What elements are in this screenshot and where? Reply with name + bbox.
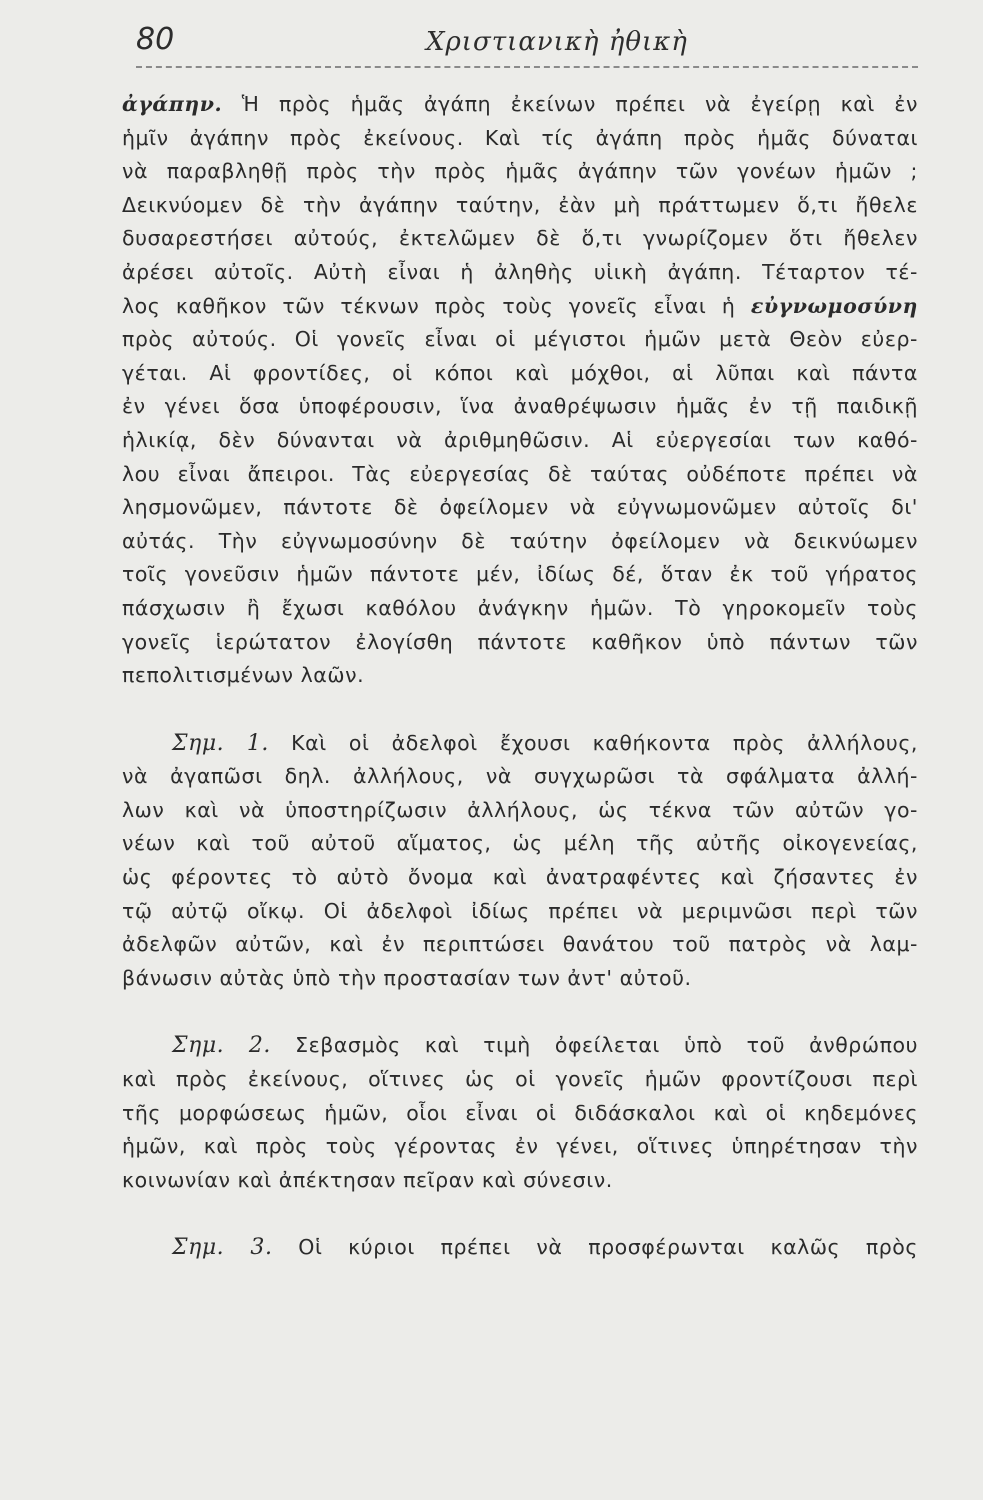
text-line: γέται. Αἱ φροντίδες, οἱ κόποι καὶ μόχθοι, αἱ λῦπαι καὶ πάντα [122,360,918,385]
text-line: πάσχωσιν ἢ ἔχωσι καθόλου ἀνάγκην ἡμῶν. Τὸ γηροκομεῖν τοὺς [122,595,918,620]
text-line [122,1029,918,1063]
running-title: Χριστιανικὴ ἠθικὴ [426,27,688,57]
line-text: Καὶ οἱ ἀδελφοὶ ἔχουσι καθήκοντα πρὸς ἀλλήλους, [268,730,918,755]
paragraph-gap [122,693,918,727]
page-number: 80 [136,22,175,57]
text-line: Δεικνύομεν δὲ τὴν ἀγάπην ταύτην, ἐὰν μὴ πράττωμεν ὅ,τι ἤθελε [122,192,918,217]
header-divider [136,66,918,68]
text-line: γονεῖς ἱερώτατον ἐλογίσθη πάντοτε καθῆκον ὑπὸ πάντων τῶν [122,629,918,654]
text-line: λου εἶναι ἄπειροι. Τὰς εὐεργεσίας δὲ ταύτας οὐδέποτε πρέπει νὰ [122,461,918,486]
text-line: ἡμῶν, καὶ πρὸς τοὺς γέροντας ἐν γένει, οἵτινες ὑπηρέτησαν τὴν [122,1134,918,1159]
text-line [122,727,918,761]
line-text: Σεβασμὸς καὶ τιμὴ ὀφείλεται ὑπὸ τοῦ ἀνθρώπου [270,1033,918,1058]
page-header [136,20,918,60]
paragraph-gap [122,995,918,1029]
text-line: πεπολιτισμένων λαῶν. [122,663,365,688]
text-line: τῆς μορφώσεως ἡμῶν, οἷοι εἶναι οἱ διδάσκαλοι καὶ οἱ κηδεμόνες [122,1100,918,1125]
text-line: ἀδελφῶν αὐτῶν, καὶ ἐν περιπτώσει θανάτου τοῦ πατρὸς νὰ λαμ- [122,932,918,957]
note-label: Σημ. 3. [172,1235,273,1261]
text-line: λων καὶ νὰ ὑποστηρίζωσιν ἀλλήλους, ὡς τέκνα τῶν αὐτῶν γο- [122,797,918,822]
text-line: δυσαρεστήσει αὐτούς, ἐκτελῶμεν δὲ ὅ,τι γνωρίζομεν ὅτι ἤθελεν [122,226,918,251]
text-line [122,88,918,122]
text-line: νὰ ἀγαπῶσι δηλ. ἀλλήλους, νὰ συγχωρῶσι τὰ σφάλματα ἀλλή- [122,764,918,789]
text-line: ἐν γένει ὅσα ὑποφέρουσιν, ἵνα ἀναθρέψωσιν ἡμᾶς ἐν τῇ παιδικῇ [122,394,918,419]
text-line: πρὸς αὐτούς. Οἱ γονεῖς εἶναι οἱ μέγιστοι ἡμῶν μετὰ Θεὸν εὐερ- [122,327,918,352]
lead-word: ἀγάπην. [122,92,223,116]
text-line: τοῖς γονεῦσιν ἡμῶν πάντοτε μέν, ἰδίως δέ, ὅταν ἐκ τοῦ γήρατος [122,562,918,587]
emphasized-word: εὐγνωμοσύνη [750,293,918,318]
text-line: ὡς φέροντες τὸ αὐτὸ ὄνομα καὶ ἀνατραφέντες καὶ ζήσαντες ἐν [122,865,918,890]
text-line: τῷ αὐτῷ οἴκῳ. Οἱ ἀδελφοὶ ἰδίως πρέπει νὰ μεριμνῶσι περὶ τῶν [122,898,918,923]
text-line: καὶ πρὸς ἐκείνους, οἵτινες ὡς οἱ γονεῖς ἡμῶν φροντίζουσι περὶ [122,1067,918,1092]
note-label: Σημ. 2. [172,1033,271,1059]
text-line: βάνωσιν αὐτὰς ὑπὸ τὴν προστασίαν των ἀντ' αὐτοῦ. [122,965,692,990]
text-line: ἡλικίᾳ, δὲν δύνανται νὰ ἀριθμηθῶσιν. Αἱ εὐεργεσίαι των καθό- [122,427,918,452]
line-text: λος καθῆκον τῶν τέκνων πρὸς τοὺς γονεῖς εἶναι ἡ [122,293,751,318]
line-text: Ἡ πρὸς ἡμᾶς ἀγάπη ἐκείνων πρέπει νὰ ἐγείρῃ καὶ ἐν [222,92,918,116]
note-label: Σημ. 1. [172,730,269,756]
text-line: νὰ παραβληθῇ πρὸς τὴν πρὸς ἡμᾶς ἀγάπην τῶν γονέων ἡμῶν ; [122,159,918,184]
page-body [122,88,918,1265]
paragraph-gap [122,1197,918,1231]
text-line [122,1231,918,1265]
line-text: Οἱ κύριοι πρέπει νὰ προσφέρωνται καλῶς πρὸς [272,1235,918,1260]
text-line: κοινωνίαν καὶ ἀπέκτησαν πεῖραν καὶ σύνεσιν. [122,1167,613,1192]
text-line: λησμονῶμεν, πάντοτε δὲ ὀφείλομεν νὰ εὐγνωμονῶμεν αὐτοῖς δι' [122,495,918,520]
text-line: ἀρέσει αὐτοῖς. Αὐτὴ εἶναι ἡ ἀληθὴς υἱικὴ ἀγάπη. Τέταρτον τέ- [122,259,918,284]
text-line [122,290,918,324]
text-line: ἡμῖν ἀγάπην πρὸς ἐκείνους. Καὶ τίς ἀγάπη πρὸς ἡμᾶς δύναται [122,125,918,150]
text-line: αὐτάς. Τὴν εὐγνωμοσύνην δὲ ταύτην ὀφείλομεν νὰ δεικνύωμεν [122,528,918,553]
text-line: νέων καὶ τοῦ αὐτοῦ αἵματος, ὡς μέλη τῆς αὐτῆς οἰκογενείας, [122,831,918,856]
